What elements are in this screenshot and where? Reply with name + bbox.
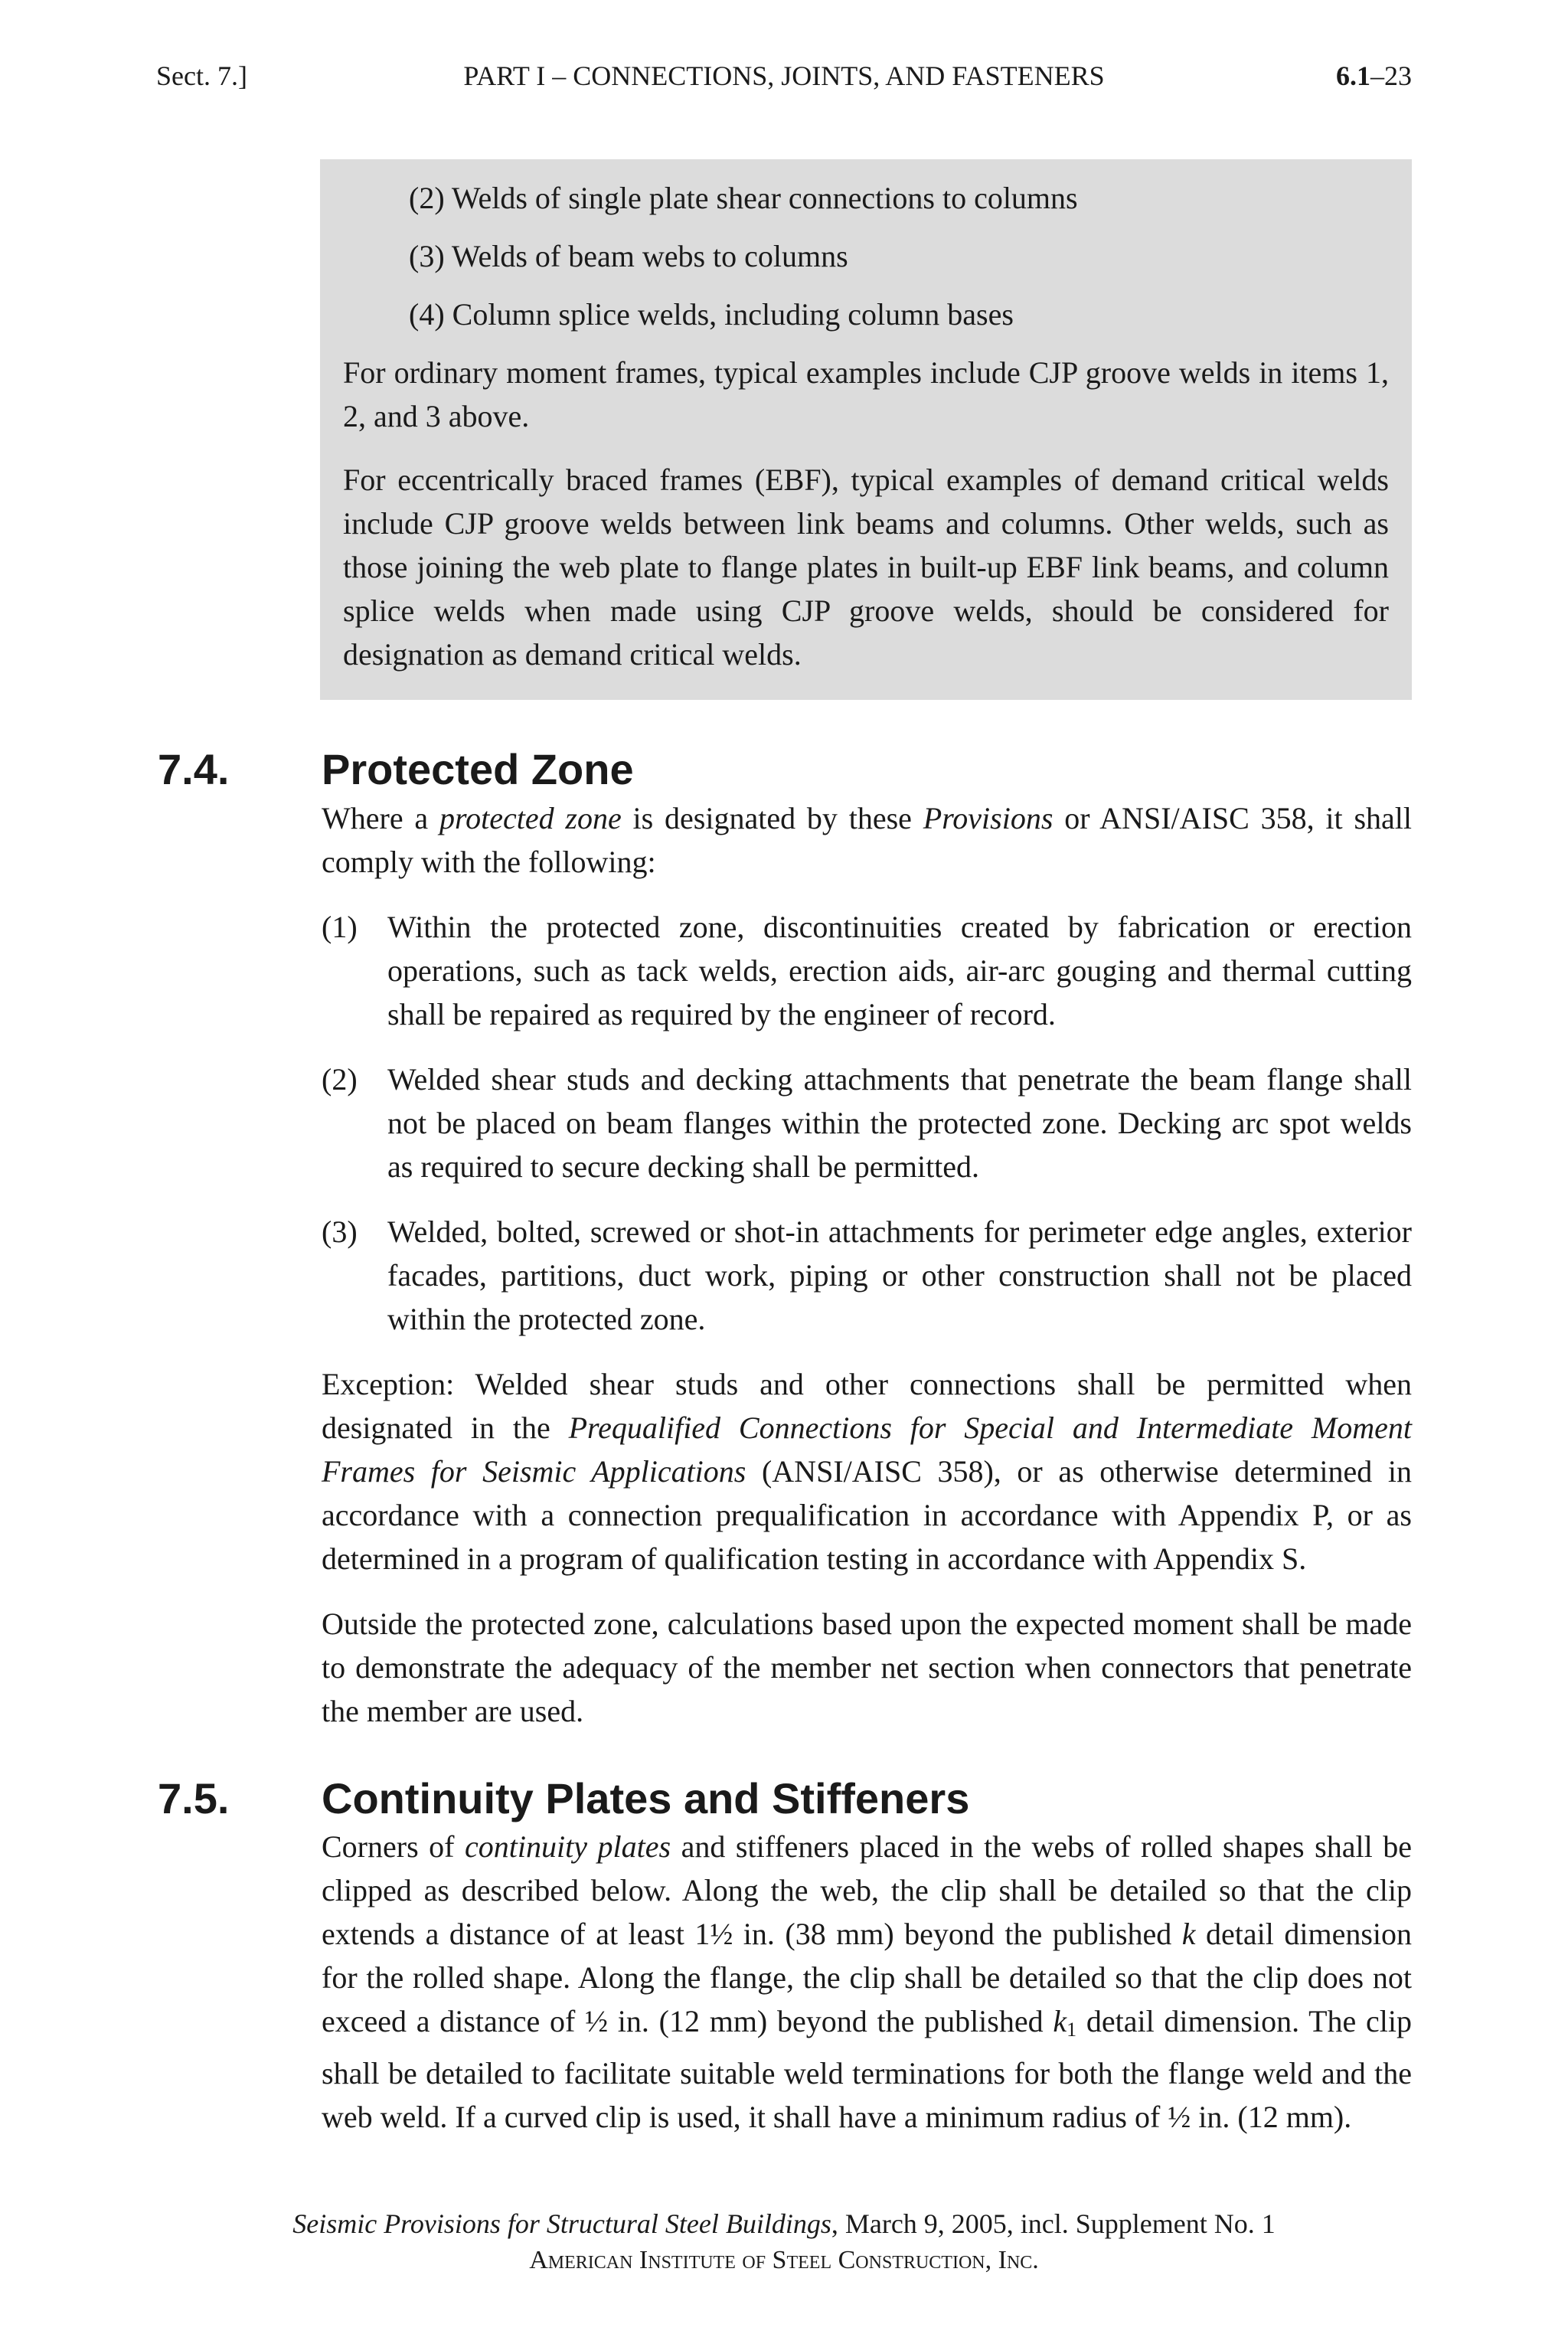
commentary-item: (3) Welds of beam webs to columns — [409, 239, 848, 273]
list-item-label: (3) — [322, 1214, 358, 1249]
commentary-paragraph: For ordinary moment frames, typical examples include CJP groove welds in items 1, 2, and 3 above. — [343, 355, 1389, 433]
footer-citation: Seismic Provisions for Structural Steel Buildings, March 9, 2005, incl. Supplement No. 1 — [292, 2208, 1276, 2239]
list-item — [322, 1210, 1412, 1341]
list-item-text: Within the protected zone, discontinuities created by fabrication or erection operations, such as tack welds, erection aids, air-arc gouging and thermal cutting shall be repaired as required by the engineer of record. — [387, 910, 1412, 1031]
list-item-label: (2) — [322, 1062, 358, 1097]
outside-zone-paragraph: Outside the protected zone, calculations based upon the expected moment shall be made to demonstrate the adequacy of the member net section when connectors that penetrate the member are used. — [322, 1607, 1412, 1728]
page-footer — [0, 2205, 1568, 2279]
section-number: 7.4. — [158, 745, 230, 793]
running-head-section: Sect. 7.] — [156, 60, 247, 91]
running-head — [156, 60, 1412, 98]
exception-paragraph: Exception: Welded shear studs and other connections shall be permitted when designated in the Prequalified Connections for Special and Intermediate Moment Frames for Seismic Applications (ANSI/AISC 358), or as otherwise determined in accordance with a connection prequalification in accordance with Appendix P, or as determined in a program of qualification testing in accordance with Appendix S. — [322, 1367, 1412, 1576]
list-item — [322, 1057, 1412, 1188]
section-title: Protected Zone — [322, 745, 634, 793]
section-heading-7-5 — [158, 1773, 1413, 1827]
page-number: 6.1–23 — [1336, 60, 1412, 91]
section-title: Continuity Plates and Stiffeners — [322, 1774, 970, 1822]
running-head-part-title: PART I – CONNECTIONS, JOINTS, AND FASTENERS — [463, 60, 1105, 91]
section-intro: Where a protected zone is designated by these Provisions or ANSI/AISC 358, it shall comply with the following: — [322, 801, 1413, 879]
commentary-item: (4) Column splice welds, including column bases — [409, 297, 1014, 332]
commentary-paragraph: For eccentrically braced frames (EBF), typical examples of demand critical welds include CJP groove welds between link beams and columns. Other welds, such as those joining the web plate to flange plates in built-up EBF link beams, and column splice welds when made using CJP groove welds, should be considered for designation as demand critical welds. — [343, 463, 1389, 672]
list-item — [322, 905, 1412, 1036]
list-item-text: Welded shear studs and decking attachments that penetrate the beam flange shall not be placed on beam flanges within the protected zone. Decking arc spot welds as required to secure decking shall be permitted. — [387, 1062, 1412, 1184]
list-item-text: Welded, bolted, screwed or shot-in attachments for perimeter edge angles, exterior facades, partitions, duct work, piping or other construction shall not be placed within the protected zone. — [387, 1214, 1412, 1336]
section-heading-7-4 — [158, 744, 1413, 798]
section-number: 7.5. — [158, 1774, 230, 1822]
commentary-box — [320, 159, 1412, 700]
footer-publisher: American Institute of Steel Construction, Inc. — [529, 2246, 1039, 2274]
list-item-label: (1) — [322, 910, 358, 944]
section-7-5-body — [322, 1825, 1412, 2160]
section-7-4-body — [322, 796, 1412, 1754]
continuity-paragraph: Corners of continuity plates and stiffeners placed in the webs of rolled shapes shall be clipped as described below. Along the web, the clip shall be detailed so that the clip extends a distance of at least 1½ in. (38 mm) beyond the published k detail dimension for the rolled shape. Along the flange, the clip shall be detailed so that the clip does not exceed a distance of ½ in. (12 mm) beyond the published $k_1$ detail dimension. The clip shall be detailed to facilitate suitable weld terminations for both the flange weld and the web weld. If a curved clip is used, it shall have a minimum radius of ½ in. (12 mm). — [322, 1829, 1413, 2134]
commentary-item: (2) Welds of single plate shear connections to columns — [409, 181, 1078, 215]
